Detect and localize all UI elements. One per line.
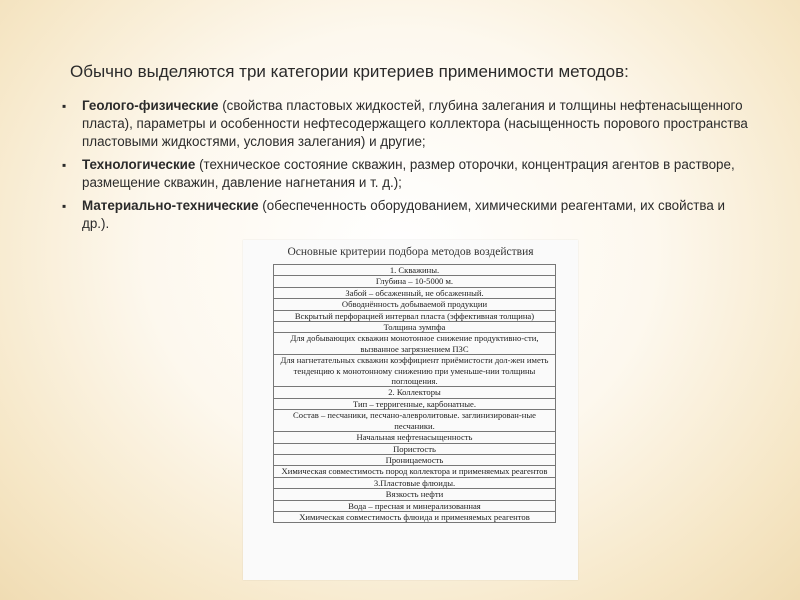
table-cell: Химическая совместимость флюида и применяемых реагентов [274, 511, 556, 522]
table-row [274, 398, 556, 409]
table-row [274, 287, 556, 298]
criteria-item-material [62, 197, 752, 233]
table-row [274, 432, 556, 443]
table-cell: Проницаемость [274, 454, 556, 465]
criteria-item-technological [62, 156, 752, 192]
table-row [274, 477, 556, 488]
criteria-label: Материально-технические [82, 198, 259, 213]
table-cell: Вязкость нефти [274, 489, 556, 500]
table-cell: Толщина зумпфа [274, 322, 556, 333]
table-row [274, 500, 556, 511]
table-row [274, 333, 556, 355]
bullet-icon: ▪ [62, 99, 67, 113]
criteria-table-image [243, 240, 578, 580]
table-cell: Начальная нефтенасыщенность [274, 432, 556, 443]
table-cell: Тип – терригенные, карбонатные. [274, 398, 556, 409]
table-row [274, 511, 556, 522]
bullet-icon: ▪ [62, 199, 67, 213]
table-cell: Для нагнетательных скважин коэффициент приёмистости дол-жен иметь тенденцию к монотонному снижению при уменьше-нии толщины поглощения. [274, 355, 556, 387]
table-cell: Химическая совместимость пород коллектора и применяемых реагентов [274, 466, 556, 477]
table-row [274, 310, 556, 321]
table-cell: Вода – пресная и минерализованная [274, 500, 556, 511]
table-row [274, 276, 556, 287]
table-cell: Обводнённость добываемой продукции [274, 299, 556, 310]
criteria-label: Технологические [82, 157, 196, 172]
criteria-text: (обеспеченность оборудованием, химическими реагентами, их свойства и др.). [82, 198, 726, 231]
criteria-text: (техническое состояние скважин, размер оторочки, концентрация агентов в растворе, размещение скважин, давление нагнетания и т. д.); [82, 157, 735, 190]
bullet-icon: ▪ [62, 158, 67, 172]
table-cell: Для добывающих скважин монотонное снижение продуктивно-сти, вызванное загрязнением ПЗС [274, 333, 556, 355]
table-row [274, 387, 556, 398]
table-row [274, 355, 556, 387]
table-row [274, 299, 556, 310]
table-row [274, 489, 556, 500]
table-title: Основные критерии подбора методов воздействия [287, 246, 534, 258]
table-cell: Забой – обсаженный, не обсаженный. [274, 287, 556, 298]
table-cell: 2. Коллекторы [274, 387, 556, 398]
table-row [274, 466, 556, 477]
table-row [274, 454, 556, 465]
table-cell: 3.Пластовые флюиды. [274, 477, 556, 488]
table-row [274, 410, 556, 432]
table-cell: 1. Скважины. [274, 265, 556, 276]
criteria-list [62, 97, 752, 238]
criteria-label: Геолого-физические [82, 98, 219, 113]
table-row [274, 322, 556, 333]
table-row [274, 265, 556, 276]
table-row [274, 443, 556, 454]
table-cell: Пористость [274, 443, 556, 454]
criteria-item-geological [62, 97, 752, 151]
table-cell: Вскрытый перфорацией интервал пласта (эффективная толщина) [274, 310, 556, 321]
criteria-table [273, 264, 556, 523]
slide-heading: Обычно выделяются три категории критериев применимости методов: [70, 62, 629, 81]
table-cell: Глубина – 10-5000 м. [274, 276, 556, 287]
table-cell: Состав – песчаники, песчано-алевролитовые. заглинизирован-ные песчаники. [274, 410, 556, 432]
criteria-text: (свойства пластовых жидкостей, глубина залегания и толщины нефтенасыщенного пласта), параметры и особенности нефтесодержащего коллектора (насыщенность порового пространства пластовыми жидкостями, условия залегания) и другие; [82, 98, 748, 149]
